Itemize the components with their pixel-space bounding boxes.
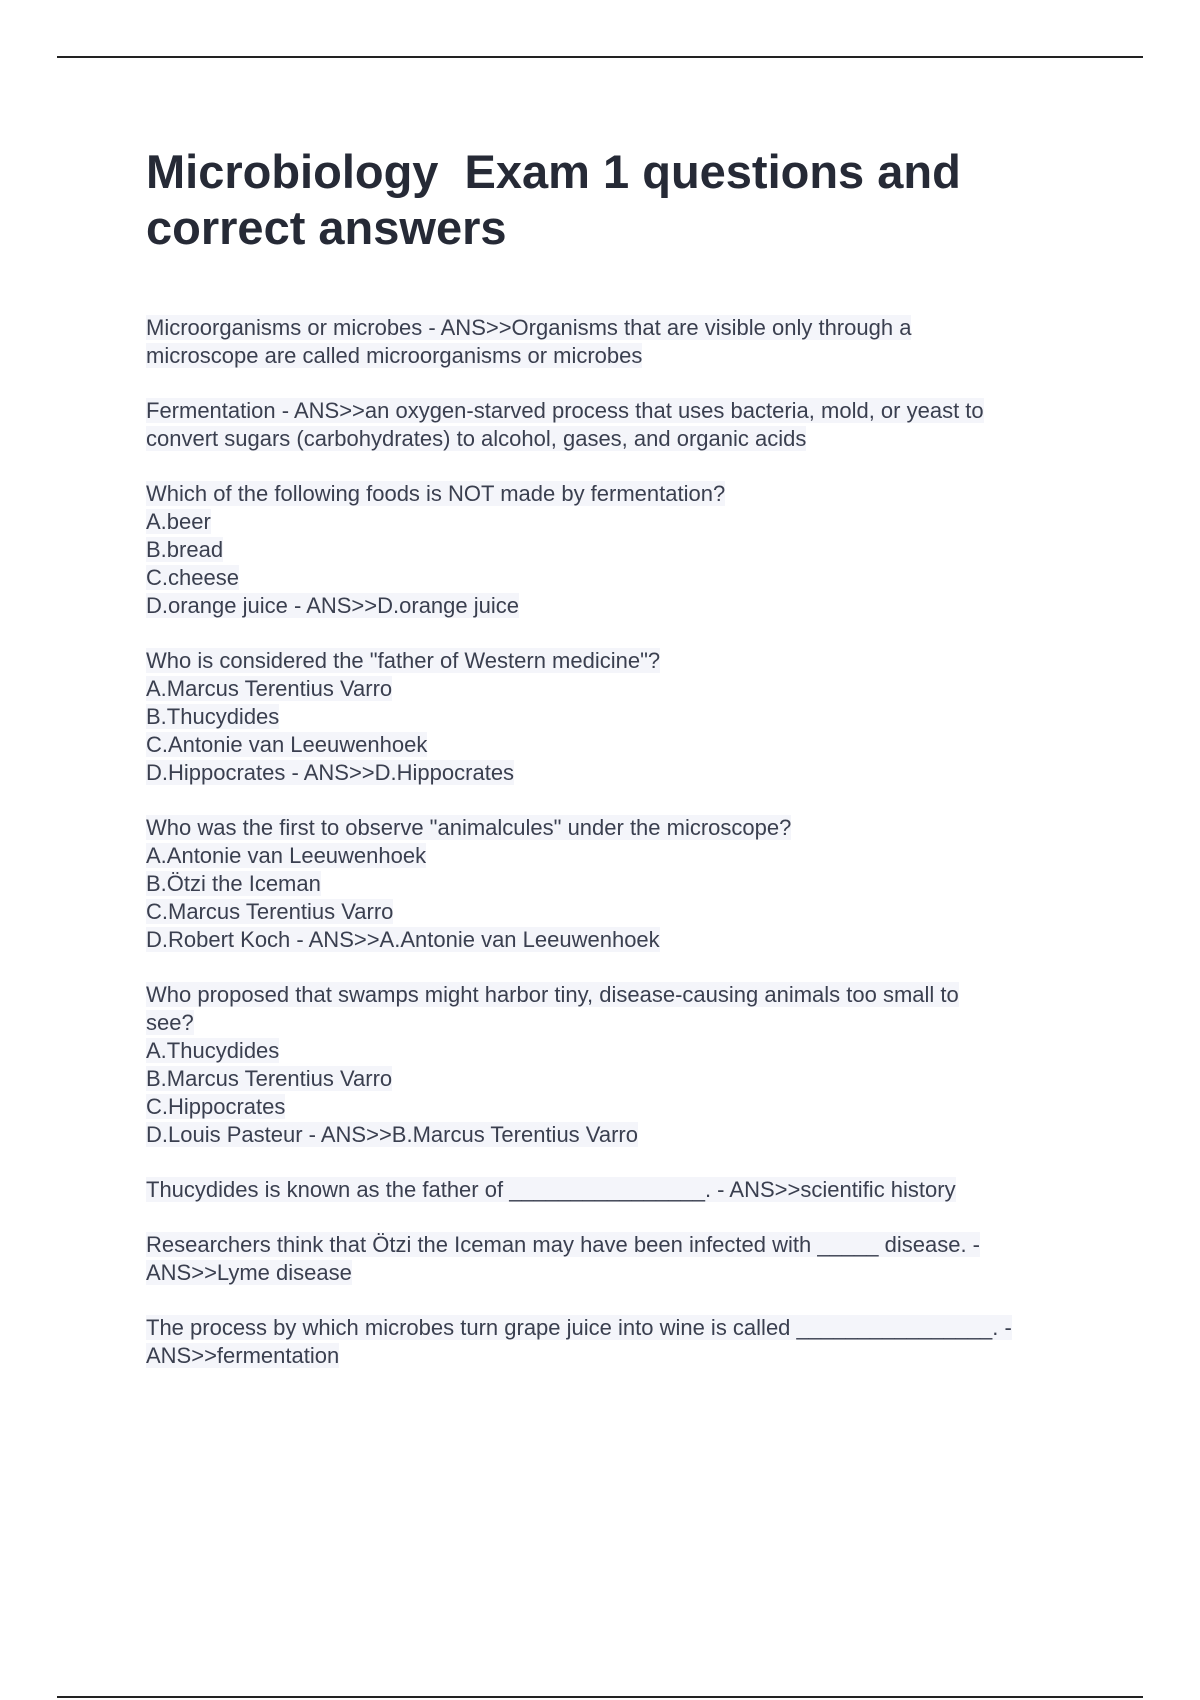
answer-option: B.Ötzi the Iceman: [146, 871, 321, 896]
answer-option: D.Robert Koch - ANS>>A.Antonie van Leeuwenhoek: [146, 927, 660, 952]
answer-option: C.Marcus Terentius Varro: [146, 899, 394, 924]
qa-entry: [146, 981, 1096, 1149]
document-body: [146, 144, 1096, 1397]
entry-line: microscope are called microorganisms or microbes: [146, 343, 643, 368]
entry-line: Fermentation - ANS>>an oxygen-starved process that uses bacteria, mold, or yeast to: [146, 398, 984, 423]
answer-option: A.Antonie van Leeuwenhoek: [146, 843, 427, 868]
question-line: Which of the following foods is NOT made by fermentation?: [146, 481, 726, 506]
qa-entry: [146, 814, 1096, 954]
qa-entry: [146, 480, 1096, 620]
entry-line: The process by which microbes turn grape juice into wine is called ________________. -: [146, 1315, 1012, 1340]
top-rule: [57, 56, 1143, 58]
answer-option: D.orange juice - ANS>>D.orange juice: [146, 593, 519, 618]
bottom-rule: [57, 1696, 1143, 1698]
entry-line: convert sugars (carbohydrates) to alcohol, gases, and organic acids: [146, 426, 807, 451]
entry-line: ANS>>Lyme disease: [146, 1260, 352, 1285]
answer-option: C.cheese: [146, 565, 239, 590]
document-title: Microbiology Exam 1 questions and correct answers: [146, 145, 961, 254]
entry-line: ANS>>fermentation: [146, 1343, 340, 1368]
qa-entry: [146, 1176, 1096, 1204]
answer-option: D.Louis Pasteur - ANS>>B.Marcus Terentius Varro: [146, 1122, 638, 1147]
qa-entry: [146, 397, 1096, 453]
qa-entry: [146, 647, 1096, 787]
entry-line: Microorganisms or microbes - ANS>>Organisms that are visible only through a: [146, 315, 912, 340]
answer-option: B.Marcus Terentius Varro: [146, 1066, 393, 1091]
qa-entry: [146, 1314, 1096, 1370]
answer-option: D.Hippocrates - ANS>>D.Hippocrates: [146, 760, 515, 785]
answer-option: B.Thucydides: [146, 704, 280, 729]
question-line: Who is considered the "father of Western medicine"?: [146, 648, 661, 673]
entry-line: Thucydides is known as the father of ________________. - ANS>>scientific history: [146, 1177, 956, 1202]
answer-option: C.Antonie van Leeuwenhoek: [146, 732, 428, 757]
answer-option: A.Marcus Terentius Varro: [146, 676, 393, 701]
qa-entry: [146, 314, 1096, 370]
answer-option: A.Thucydides: [146, 1038, 280, 1063]
answer-option: A.beer: [146, 509, 211, 534]
answer-option: B.bread: [146, 537, 224, 562]
answer-option: C.Hippocrates: [146, 1094, 286, 1119]
question-line: Who proposed that swamps might harbor tiny, disease-causing animals too small to: [146, 982, 959, 1007]
qa-entry: [146, 1231, 1096, 1287]
question-line: see?: [146, 1010, 194, 1035]
question-line: Who was the first to observe "animalcules" under the microscope?: [146, 815, 792, 840]
entry-line: Researchers think that Ötzi the Iceman may have been infected with _____ disease. -: [146, 1232, 981, 1257]
